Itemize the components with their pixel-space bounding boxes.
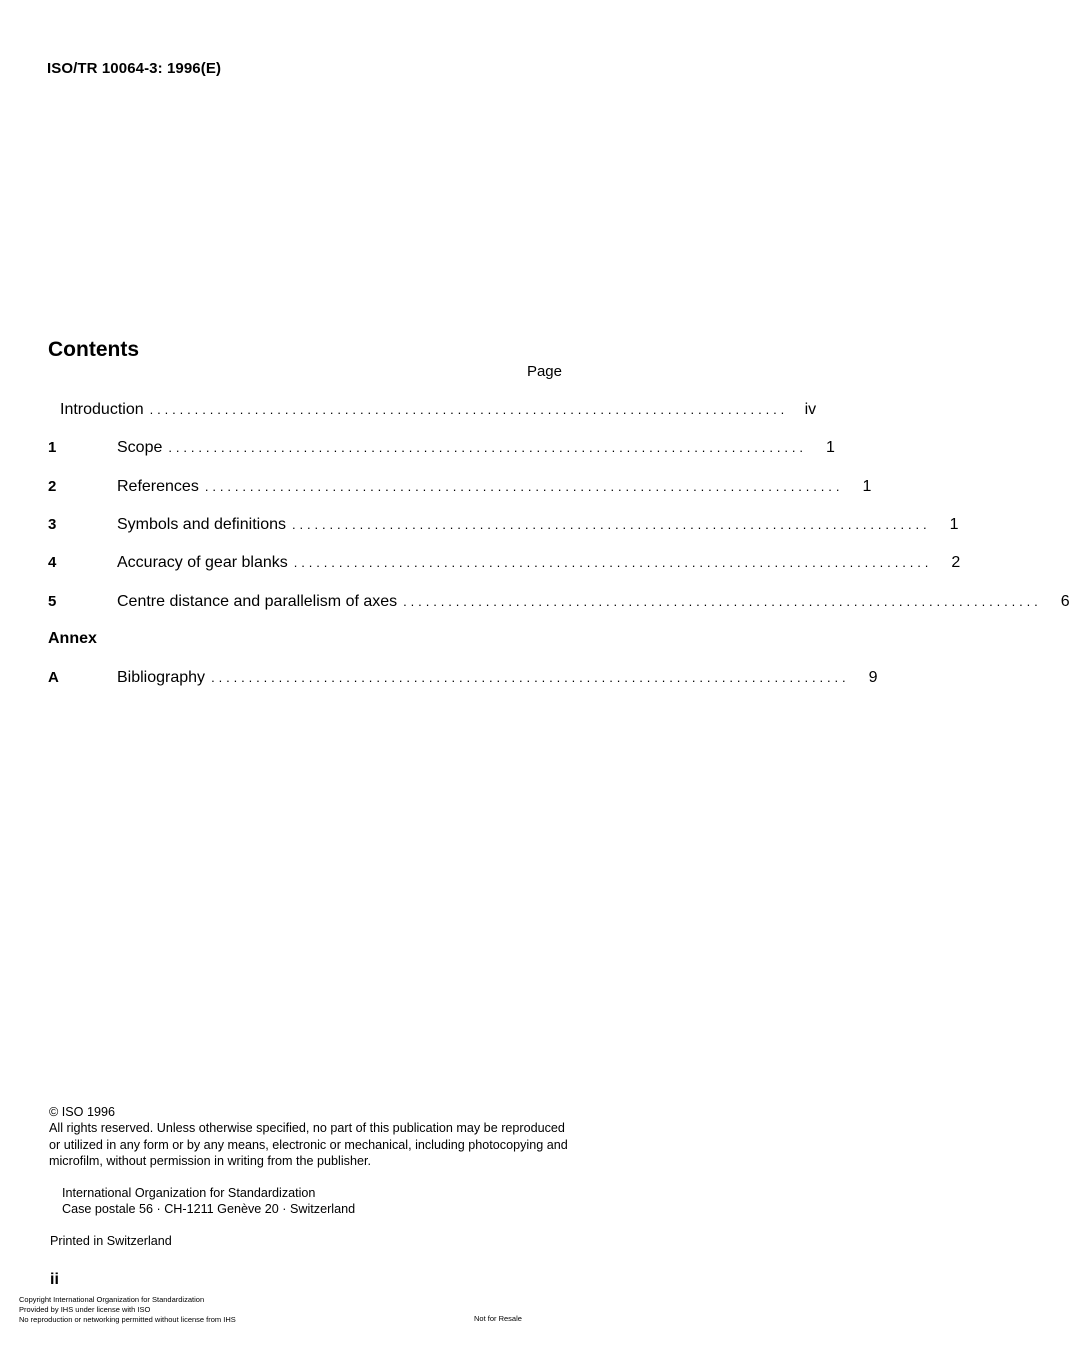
- document-id-header: ISO/TR 10064-3: 1996(E): [47, 60, 222, 77]
- toc-entry-number: 1: [48, 439, 57, 456]
- license-footer-line: No reproduction or networking permitted without license from IHS: [19, 1314, 236, 1324]
- rights-statement-line: microfilm, without permission in writing from the publisher.: [49, 1153, 371, 1168]
- contents-title: Contents: [48, 338, 139, 361]
- toc-entry-bibliography[interactable]: [48, 667, 878, 689]
- toc-entry-centre-distance[interactable]: [48, 591, 1070, 613]
- toc-entry-page: 9: [868, 669, 878, 686]
- toc-entry-title: Scope: [117, 439, 163, 456]
- toc-entry-accuracy[interactable]: [48, 552, 961, 574]
- publisher-name: International Organization for Standardization: [62, 1186, 316, 1200]
- toc-entry-page: iv: [804, 401, 817, 418]
- rights-statement-line: or utilized in any form or by any means, electronic or mechanical, including photocopying and: [49, 1137, 568, 1152]
- toc-entry-title: Bibliography: [117, 669, 206, 686]
- toc-leader-dots: .....................................................................................: [204, 479, 844, 494]
- copyright-notice: [49, 1104, 579, 1169]
- toc-entry-introduction[interactable]: [48, 399, 817, 421]
- license-footer-line: Copyright International Organization for Standardization: [19, 1295, 205, 1304]
- page-number: ii: [50, 1271, 59, 1288]
- license-footer: [19, 1295, 236, 1324]
- toc-entry-page: 6: [1060, 593, 1070, 610]
- annex-heading: Annex: [48, 630, 97, 647]
- toc-leader-dots: .....................................................................................: [149, 402, 789, 417]
- toc-entry-number: 2: [48, 478, 57, 495]
- toc-leader-dots: .....................................................................................: [168, 440, 807, 455]
- copyright-line: © ISO 1996: [49, 1105, 115, 1119]
- toc-entry-scope[interactable]: [48, 437, 835, 459]
- page-column-label: Page: [526, 363, 562, 380]
- printed-in-note: Printed in Switzerland: [50, 1234, 172, 1248]
- toc-entry-references[interactable]: [48, 476, 872, 498]
- toc-leader-dots: .....................................................................................: [403, 594, 1042, 609]
- toc-entry-number: 5: [48, 593, 57, 610]
- not-for-resale-note: Not for Resale: [474, 1314, 522, 1323]
- toc-entry-title: Accuracy of gear blanks: [117, 554, 288, 571]
- toc-entry-title: References: [117, 478, 199, 495]
- toc-leader-dots: .....................................................................................: [211, 670, 850, 685]
- toc-entry-page: 1: [949, 516, 959, 533]
- toc-entry-page: 1: [825, 439, 835, 456]
- toc-entry-title: Symbols and definitions: [117, 516, 286, 533]
- toc-entry-page: 2: [951, 554, 961, 571]
- toc-entry-title: Introduction: [60, 401, 144, 418]
- toc-entry-number: 4: [48, 554, 57, 571]
- license-footer-line: Provided by IHS under license with ISO: [19, 1304, 151, 1314]
- toc-leader-dots: .....................................................................................: [291, 517, 931, 532]
- toc-entry-number: 3: [48, 516, 57, 533]
- toc-entry-page: 1: [862, 478, 872, 495]
- publisher-address: [62, 1185, 355, 1218]
- rights-statement-line: All rights reserved. Unless otherwise specified, no part of this publication may be reproduced: [49, 1121, 565, 1136]
- toc-entry-title: Centre distance and parallelism of axes: [117, 593, 398, 610]
- toc-leader-dots: .....................................................................................: [293, 555, 933, 570]
- publisher-postal-address: Case postale 56 · CH-1211 Genève 20 · Switzerland: [62, 1202, 356, 1217]
- toc-entry-symbols[interactable]: [48, 514, 959, 536]
- toc-entry-number: A: [48, 669, 59, 686]
